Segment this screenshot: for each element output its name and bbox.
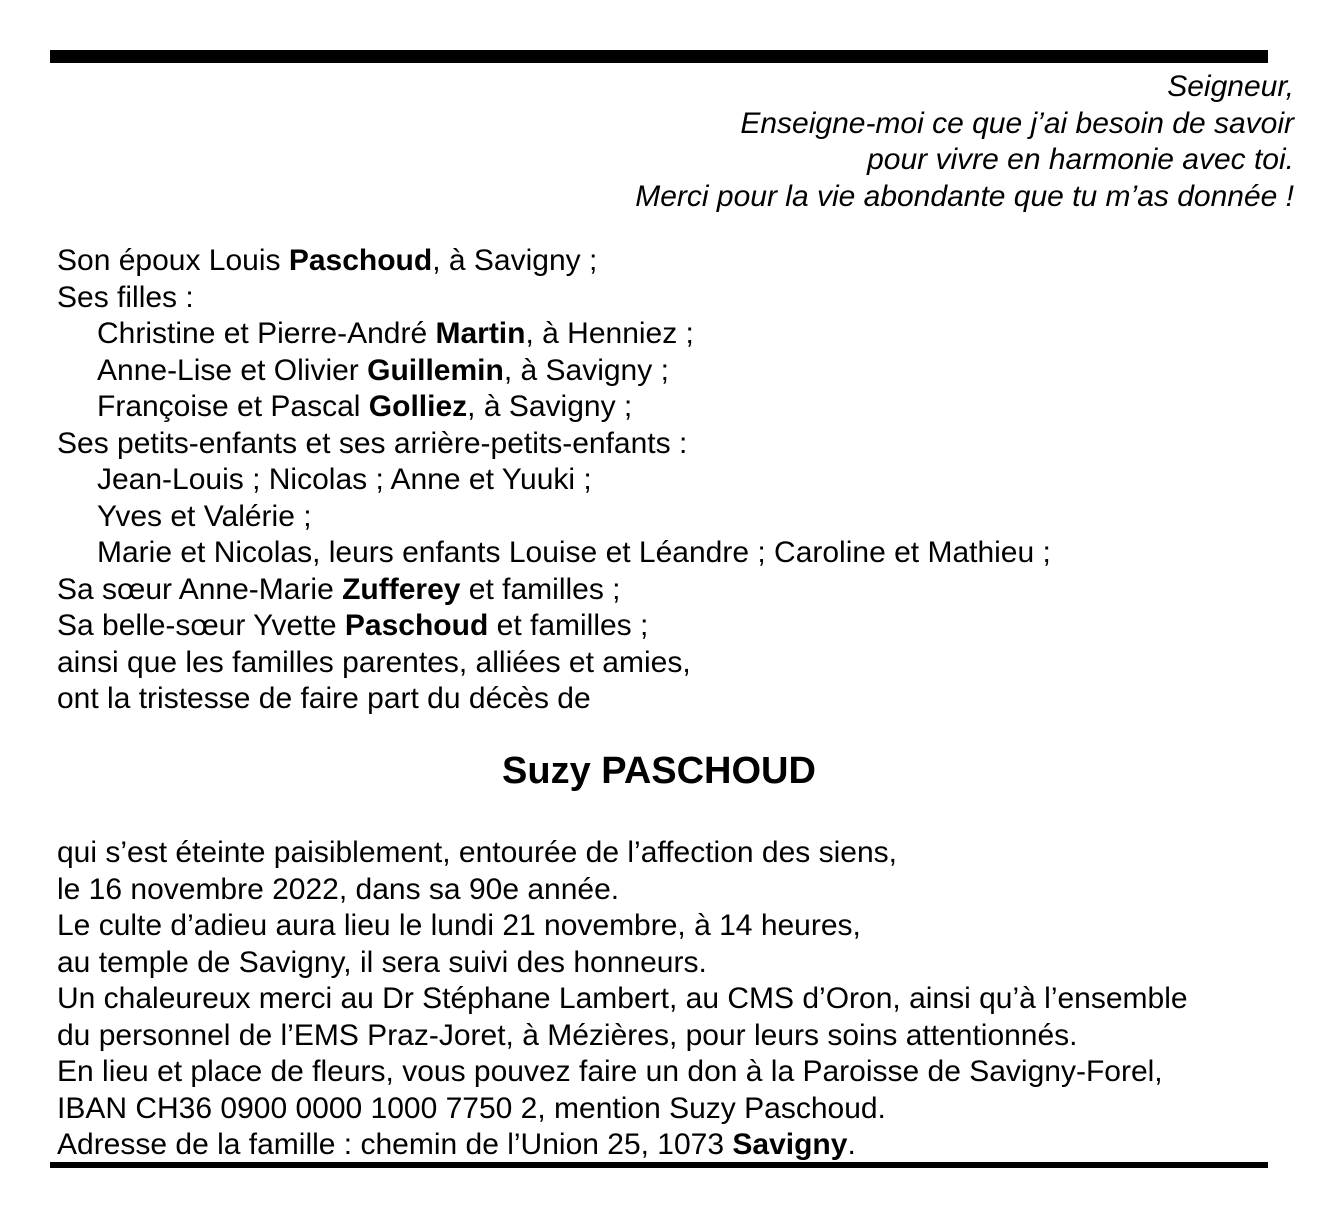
- text-segment: qui s’est éteinte paisiblement, entourée de l’affection des siens,: [57, 836, 897, 869]
- closing-line: [57, 1054, 1317, 1091]
- text-segment: et familles ;: [460, 572, 621, 606]
- prayer-line: [57, 142, 1294, 179]
- prayer-line: [57, 69, 1294, 106]
- text-segment: pour vivre en harmonie avec toi.: [867, 143, 1294, 176]
- closing-line: [57, 1127, 1317, 1164]
- text-segment: et familles ;: [488, 609, 649, 642]
- text-segment: Christine et Pierre-André: [97, 317, 436, 350]
- family-line: [57, 462, 1307, 499]
- family-line: [57, 316, 1307, 353]
- family-announcement-block: [57, 243, 1307, 718]
- text-segment: Adresse de la famille : chemin de l’Union 25, 1073: [57, 1128, 733, 1161]
- text-segment: au temple de Savigny, il sera suivi des honneurs.: [57, 945, 707, 979]
- text-segment: Un chaleureux merci au Dr Stéphane Lambert, au CMS d’Oron, ainsi qu’à l’ensemble: [57, 982, 1188, 1015]
- family-line: [57, 243, 1307, 280]
- text-segment: , à Savigny ;: [432, 244, 598, 277]
- text-segment: Le culte d’adieu aura lieu le lundi 21 novembre, à 14 heures,: [57, 909, 861, 942]
- closing-line: [57, 908, 1317, 945]
- family-line: [57, 681, 1307, 718]
- prayer-line: [57, 106, 1294, 143]
- family-line: [57, 426, 1307, 463]
- bold-name-segment: Golliez: [368, 390, 468, 423]
- text-segment: , à Savigny ;: [503, 353, 669, 387]
- text-segment: Seigneur,: [1167, 70, 1294, 103]
- bold-name-segment: Paschoud: [288, 244, 433, 277]
- text-segment: , à Savigny ;: [467, 390, 633, 423]
- top-rule: [50, 50, 1268, 63]
- family-line: [57, 572, 1307, 609]
- text-segment: Enseigne-moi ce que j’ai besoin de savoir: [740, 106, 1294, 140]
- text-segment: IBAN CH36 0900 0000 1000 7750 2, mention Suzy Paschoud.: [57, 1091, 886, 1125]
- closing-line: [57, 835, 1317, 872]
- text-segment: En lieu et place de fleurs, vous pouvez faire un don à la Paroisse de Savigny-Forel,: [57, 1055, 1163, 1088]
- text-segment: ainsi que les familles parentes, alliées et amies,: [57, 645, 691, 679]
- family-line: [57, 280, 1307, 317]
- family-line: [57, 353, 1307, 390]
- text-segment: Ses petits-enfants et ses arrière-petits-enfants :: [57, 426, 688, 460]
- text-segment: Jean-Louis ; Nicolas ; Anne et Yuuki ;: [97, 463, 592, 496]
- closing-block: [57, 835, 1317, 1164]
- bold-name-segment: Paschoud: [344, 609, 489, 642]
- text-segment: Son époux Louis: [57, 244, 289, 277]
- text-segment: Ses filles :: [57, 280, 194, 314]
- bold-name-segment: Martin: [435, 317, 526, 350]
- text-segment: Sa belle-sœur Yvette: [57, 609, 345, 642]
- text-segment: Sa sœur Anne-Marie: [57, 572, 343, 606]
- family-line: [57, 499, 1307, 536]
- text-segment: ont la tristesse de faire part du décès de: [57, 682, 591, 715]
- closing-line: [57, 945, 1317, 982]
- text-segment: le 16 novembre 2022, dans sa 90e année.: [57, 872, 620, 906]
- text-segment: Marie et Nicolas, leurs enfants Louise et Léandre ; Caroline et Mathieu ;: [97, 536, 1051, 569]
- closing-line: [57, 981, 1317, 1018]
- text-segment: .: [847, 1128, 856, 1161]
- family-line: [57, 389, 1307, 426]
- prayer-line: [57, 179, 1294, 216]
- prayer-block: [57, 69, 1294, 215]
- text-segment: Yves et Valérie ;: [97, 499, 312, 533]
- text-segment: Françoise et Pascal: [97, 390, 369, 423]
- text-segment: Merci pour la vie abondante que tu m’as donnée !: [635, 179, 1294, 213]
- text-segment: du personnel de l’EMS Praz-Joret, à Mézières, pour leurs soins attentionnés.: [57, 1018, 1078, 1052]
- bold-name-segment: Savigny: [732, 1128, 848, 1161]
- closing-line: [57, 872, 1317, 909]
- text-segment: Anne-Lise et Olivier: [97, 353, 368, 387]
- closing-line: [57, 1091, 1317, 1128]
- deceased-name-title: Suzy PASCHOUD: [502, 750, 816, 792]
- family-line: [57, 608, 1307, 645]
- bold-name-segment: Guillemin: [367, 353, 504, 387]
- bottom-rule: [50, 1162, 1268, 1168]
- closing-line: [57, 1018, 1317, 1055]
- family-line: [57, 645, 1307, 682]
- family-line: [57, 535, 1307, 572]
- text-segment: , à Henniez ;: [525, 317, 694, 350]
- bold-name-segment: Zufferey: [342, 572, 461, 606]
